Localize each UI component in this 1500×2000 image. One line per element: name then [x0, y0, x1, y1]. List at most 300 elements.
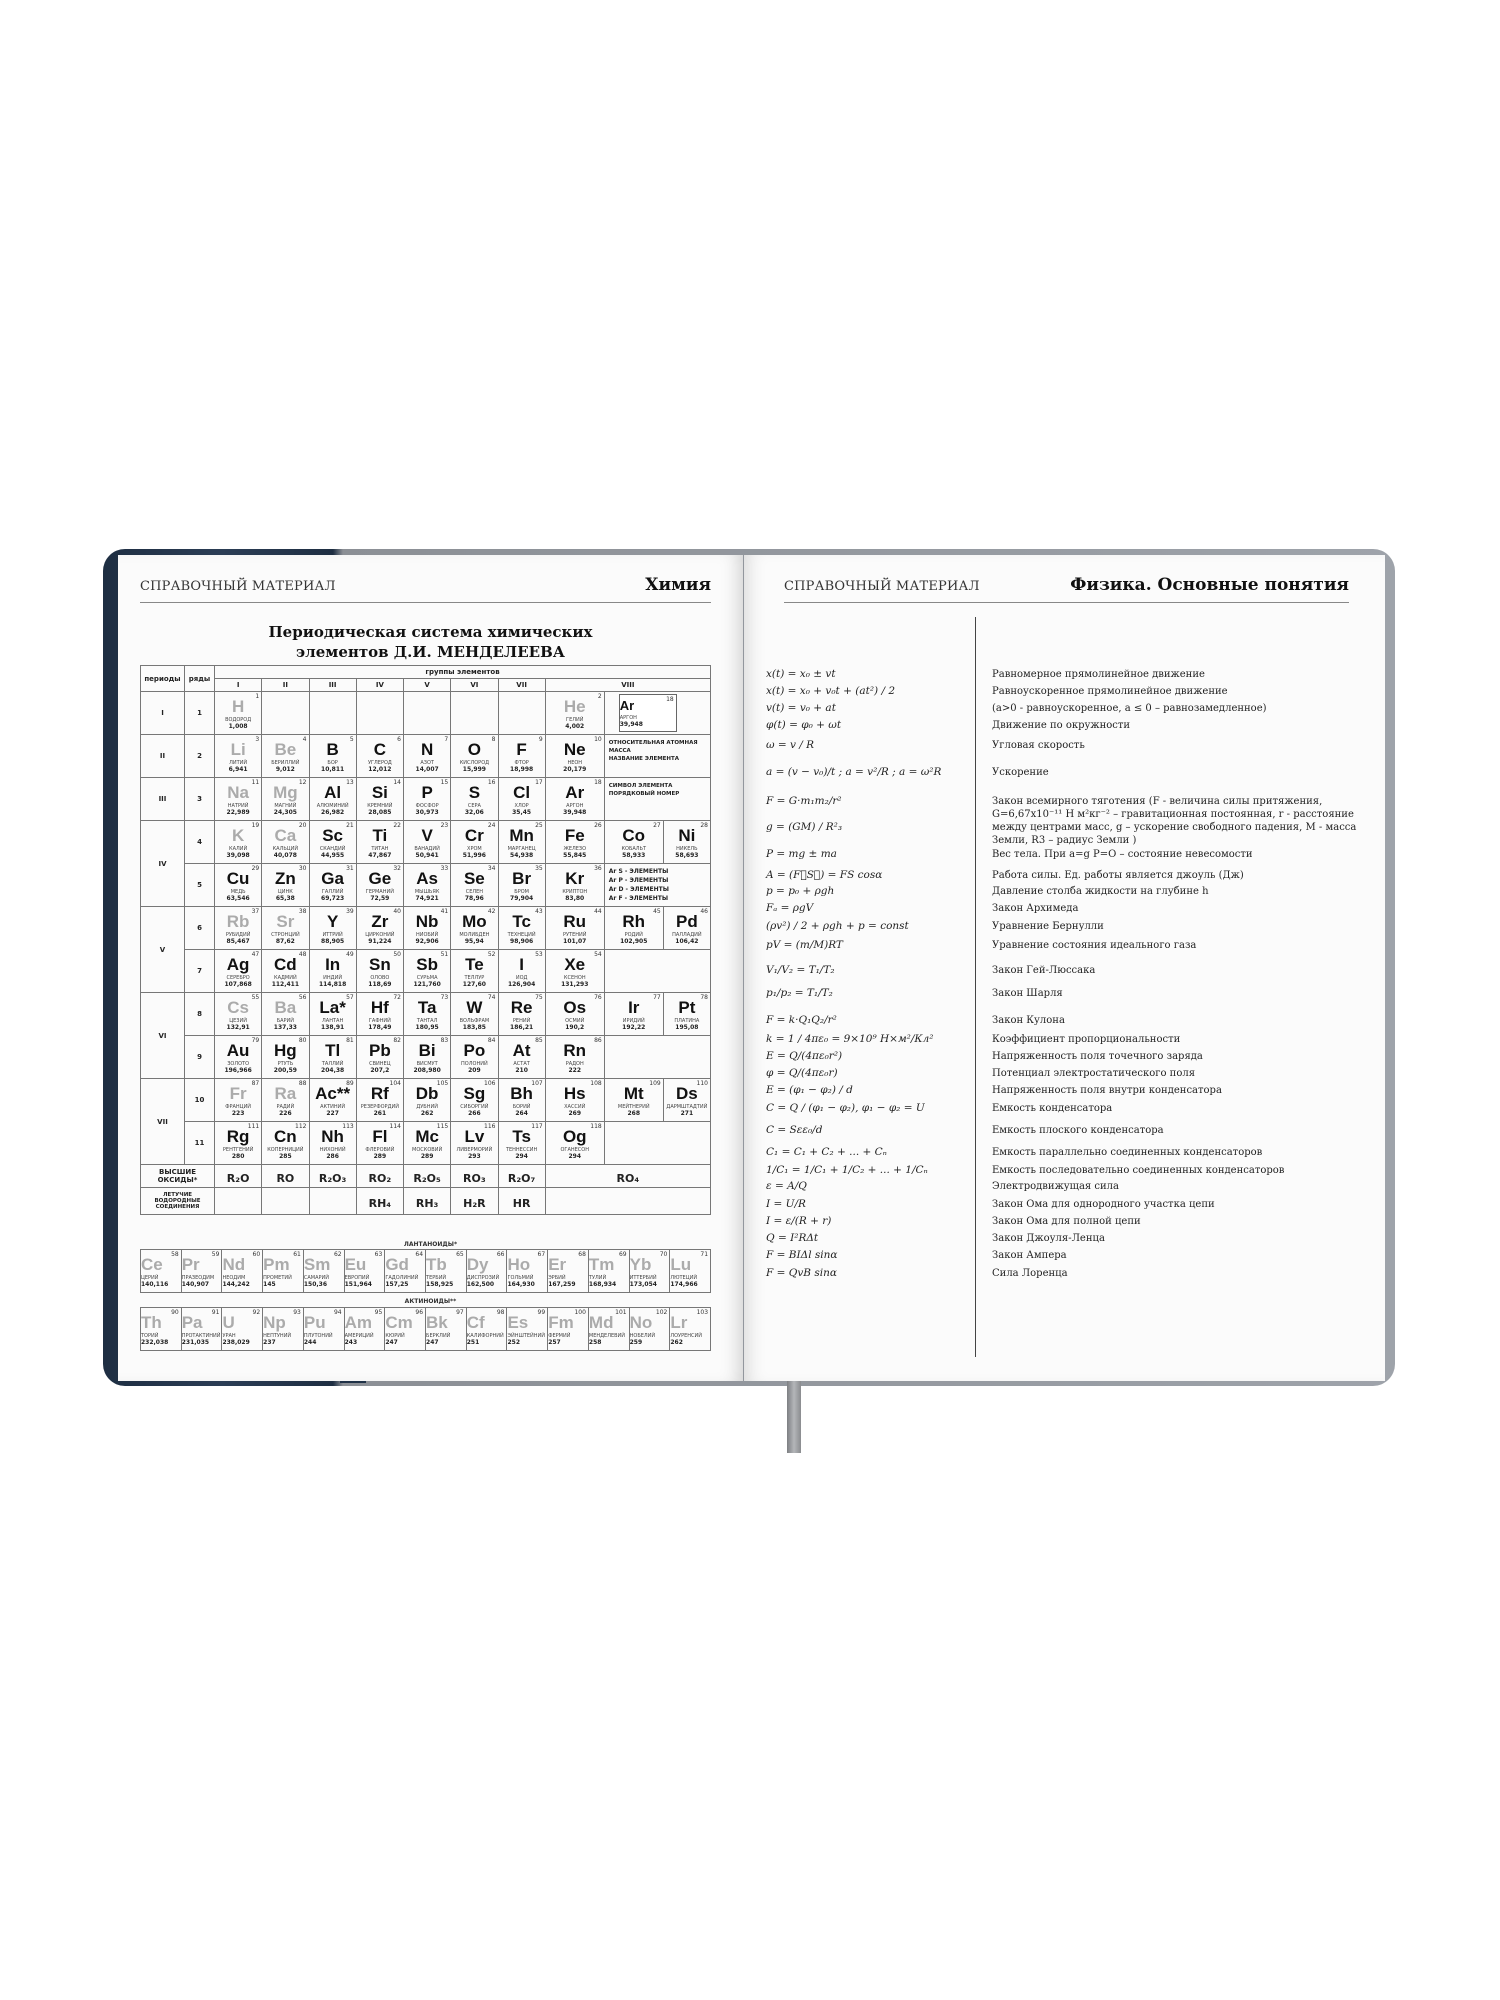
element-name: ФРАНЦИЙ	[225, 1104, 252, 1110]
physics-description: Уравнение Бернулли	[992, 921, 1104, 932]
element-symbol: Tl	[325, 1041, 341, 1060]
atomic-number: 118	[590, 1123, 602, 1130]
atomic-number: 76	[594, 994, 602, 1001]
legend-example	[619, 694, 677, 732]
atomic-number: 50	[393, 951, 401, 958]
row-label: 7	[197, 967, 202, 975]
atomic-mass: 257	[548, 1339, 561, 1346]
atomic-mass: 138,91	[321, 1024, 345, 1031]
element-name: АЗОТ	[420, 760, 434, 766]
f-element	[548, 1250, 589, 1292]
physics-formula: pV = (m/M)RT	[766, 939, 843, 951]
element-cell	[546, 864, 604, 906]
element-symbol: Pt	[678, 998, 696, 1017]
physics-formula: F = BIΔl sinα	[766, 1249, 838, 1261]
element-cell	[310, 864, 356, 906]
atomic-number: 57	[346, 994, 354, 1001]
element-symbol: Sc	[322, 826, 344, 845]
atomic-number: 27	[653, 822, 661, 829]
element-name: МОСКОВИЙ	[412, 1147, 443, 1153]
element-name: КОПЕРНИЦИЙ	[267, 1147, 304, 1153]
element-symbol: Lu	[670, 1255, 692, 1274]
f-element	[182, 1308, 223, 1350]
atomic-mass: 79,904	[510, 895, 534, 902]
atomic-mass: 58,693	[675, 852, 699, 859]
atomic-mass: 118,69	[368, 981, 392, 988]
physics-description: Движение по окружности	[992, 720, 1131, 731]
element-cell	[499, 1122, 545, 1164]
atomic-number: 89	[346, 1080, 354, 1087]
group-label: II	[282, 681, 288, 689]
element-name: КАЛИФОРНИЙ	[466, 1333, 504, 1339]
atomic-mass: 65,38	[275, 895, 295, 902]
atomic-number: 25	[535, 822, 543, 829]
element-symbol: Li	[230, 740, 246, 759]
physics-description: Емкость конденсатора	[992, 1103, 1113, 1114]
element-cell	[664, 907, 710, 949]
atomic-number: 55	[251, 994, 260, 1001]
f-element	[589, 1308, 630, 1350]
block-legend	[609, 867, 669, 903]
f-element	[385, 1250, 426, 1292]
element-name: КАЛИЙ	[229, 846, 248, 852]
atomic-number: 69	[618, 1251, 627, 1258]
element-cell	[262, 1079, 308, 1121]
physics-formula: x(t) = x₀ + v₀t + (at²) / 2	[766, 685, 896, 697]
physics-formula: a = (v − v₀)/t ; a = v²/R ; a = ω²R	[766, 766, 942, 778]
atomic-number: 46	[700, 908, 708, 915]
atomic-number: 32	[393, 865, 401, 872]
element-symbol: Ho	[507, 1255, 531, 1274]
atomic-mass: 132,91	[226, 1024, 250, 1031]
atomic-number: 41	[440, 908, 449, 915]
hydride-formula: RH₃	[415, 1196, 439, 1210]
atomic-number: 10	[594, 736, 602, 743]
element-cell	[546, 735, 604, 777]
period-label: II	[159, 752, 166, 760]
element-symbol: Mn	[509, 826, 534, 845]
atomic-mass: 144,242	[222, 1281, 250, 1288]
physics-description: Напряженность поля точечного заряда	[992, 1051, 1203, 1062]
physics-formula: E = Q/(4πε₀r²)	[766, 1050, 843, 1062]
physics-description: Емкость параллельно соединенных конденсаторов	[992, 1147, 1263, 1158]
atomic-number: 92	[252, 1309, 261, 1316]
page-header-label: СПРАВОЧНЫЙ МАТЕРИАЛ	[140, 579, 336, 594]
row-label: 1	[197, 709, 202, 717]
oxide-formula: R₂O	[226, 1171, 250, 1185]
element-name: БРОМ	[514, 889, 529, 895]
element-symbol: Cl	[513, 783, 531, 802]
element-cell	[499, 1079, 545, 1121]
element-cell	[215, 993, 261, 1035]
element-symbol: Ru	[563, 912, 587, 931]
atomic-number: 2	[597, 693, 602, 700]
atomic-mass: 69,723	[321, 895, 345, 902]
element-symbol: Au	[226, 1041, 250, 1060]
element-name: МЫШЬЯК	[414, 889, 440, 895]
element-name: ПЛАТИНА	[674, 1018, 700, 1024]
atomic-number: 64	[415, 1251, 424, 1258]
atomic-mass: 10,811	[321, 766, 345, 773]
atomic-number: 113	[342, 1123, 354, 1130]
physics-formula: I = ε/(R + r)	[766, 1215, 832, 1227]
page-section-title: Физика. Основные понятия	[1070, 575, 1349, 595]
atomic-mass: 44,955	[321, 852, 345, 859]
element-name: ТЕРБИЙ	[426, 1275, 447, 1281]
element-symbol: Na	[227, 783, 249, 802]
atomic-mass: 112,411	[271, 981, 300, 988]
atomic-number: 44	[594, 908, 602, 915]
period-label: IV	[158, 859, 167, 868]
physics-formula: x(t) = x₀ ± vt	[766, 668, 836, 680]
element-cell	[357, 735, 403, 777]
atomic-number: 62	[333, 1251, 342, 1258]
element-name: ИРИДИЙ	[622, 1018, 645, 1024]
atomic-mass: 14,007	[415, 766, 439, 773]
element-symbol: Nd	[222, 1255, 246, 1274]
element-name: ТЕННЕССИН	[505, 1147, 538, 1153]
physics-description: Работа силы. Ед. работы является джоуль (Дж)	[992, 870, 1244, 881]
atomic-mass: 247	[426, 1339, 439, 1346]
atomic-mass: 251	[466, 1339, 480, 1346]
element-symbol: Kr	[565, 869, 585, 888]
element-symbol: Be	[274, 740, 297, 759]
f-element	[507, 1250, 548, 1292]
element-name: ИОД	[515, 975, 528, 981]
period-label: VI	[158, 1031, 167, 1040]
element-symbol: At	[512, 1041, 531, 1060]
element-cell	[215, 778, 261, 820]
element-symbol: Co	[622, 826, 646, 845]
element-name: ЛОУРЕНСИЙ	[670, 1333, 702, 1339]
atomic-mass: 180,95	[415, 1024, 439, 1031]
atomic-number: 51	[440, 951, 449, 958]
atomic-number: 42	[487, 908, 496, 915]
f-element	[345, 1308, 386, 1350]
element-cell	[310, 993, 356, 1035]
element-name: ВИСМУТ	[416, 1061, 438, 1067]
atomic-mass: 280	[231, 1153, 245, 1160]
atomic-mass: 243	[344, 1339, 358, 1346]
atomic-number: 107	[531, 1080, 543, 1087]
atomic-number: 8	[491, 736, 496, 743]
block-legend-item: Ar D - ЭЛЕМЕНТЫ	[608, 886, 669, 893]
element-cell	[262, 1036, 308, 1078]
element-cell	[304, 1250, 344, 1292]
element-symbol: Tb	[426, 1255, 447, 1274]
f-element	[670, 1250, 710, 1292]
element-symbol: Am	[344, 1313, 372, 1332]
physics-formula: v(t) = v₀ + at	[766, 702, 836, 714]
atomic-mass: 63,546	[226, 895, 250, 902]
element-name: ЕВРОПИЙ	[344, 1275, 370, 1281]
element-symbol: Bk	[426, 1313, 448, 1332]
element-cell	[670, 1250, 710, 1292]
element-cell	[546, 1079, 604, 1121]
lanthanides-label: ЛАНТАНОИДЫ*	[403, 1241, 458, 1248]
element-name: КРЕМНИЙ	[367, 803, 393, 809]
physics-formula: A = (F⃗S⃗) = FS cosα	[766, 869, 883, 881]
atomic-mass: 269	[568, 1110, 582, 1117]
element-symbol: Bi	[418, 1041, 436, 1060]
atomic-number: 91	[211, 1309, 220, 1316]
physics-formula: 1/C₁ = 1/C₁ + 1/C₂ + ... + 1/Cₙ	[766, 1164, 928, 1176]
element-cell	[215, 821, 261, 863]
element-name: АМЕРИЦИЙ	[344, 1333, 374, 1339]
atomic-mass: 87,62	[275, 938, 295, 945]
atomic-mass: 204,38	[321, 1067, 345, 1074]
element-cell	[546, 821, 604, 863]
element-cell	[215, 1122, 261, 1164]
element-name: СУРЬМА	[416, 975, 438, 981]
atomic-number: 22	[393, 822, 401, 829]
element-cell	[262, 864, 308, 906]
physics-description: (a>0 - равноускоренное, a ≤ 0 – равнозамедленное)	[992, 703, 1267, 714]
element-name: ГЕЛИЙ	[566, 717, 584, 723]
atomic-mass: 258	[588, 1339, 602, 1346]
element-cell	[546, 692, 604, 734]
element-cell	[141, 1250, 181, 1292]
element-cell	[404, 1079, 450, 1121]
row-label: 3	[197, 795, 202, 803]
atomic-number: 87	[251, 1080, 260, 1087]
element-symbol: Os	[563, 998, 587, 1017]
atomic-number: 20	[298, 822, 307, 829]
atomic-mass: 167,259	[548, 1281, 576, 1288]
element-name: КОБАЛЬТ	[621, 846, 647, 852]
element-name: ПРОТАКТИНИЙ	[181, 1333, 221, 1339]
atomic-mass: 173,054	[629, 1281, 657, 1288]
element-cell	[262, 993, 308, 1035]
element-symbol: Xe	[564, 955, 586, 974]
atomic-mass: 20,179	[563, 766, 587, 773]
atomic-mass: 208,980	[413, 1067, 441, 1074]
element-name: ИТТЕРБИЙ	[629, 1275, 657, 1281]
atomic-mass: 158,925	[426, 1281, 454, 1288]
atomic-mass: 222	[568, 1067, 582, 1074]
row-label: 4	[197, 838, 202, 846]
element-symbol: Fr	[229, 1084, 247, 1103]
element-symbol: Ar	[565, 783, 585, 802]
atomic-number: 28	[700, 822, 708, 829]
element-symbol: Ga	[321, 869, 344, 888]
physics-formula: p₁/p₂ = T₁/T₂	[766, 987, 833, 999]
atomic-number: 19	[251, 822, 260, 829]
element-name: ДАРМШТАДТИЙ	[666, 1104, 708, 1110]
atomic-number: 86	[594, 1037, 602, 1044]
atomic-mass: 92,906	[415, 938, 439, 945]
legend-captions	[609, 739, 710, 763]
element-name: ГАФНИЙ	[368, 1018, 391, 1024]
element-name: ТИТАН	[371, 846, 389, 852]
f-element	[467, 1250, 508, 1292]
element-cell	[546, 1122, 604, 1164]
element-name: ЛЮТЕЦИЙ	[670, 1275, 698, 1281]
atomic-number: 106	[484, 1080, 496, 1087]
element-cell	[182, 1250, 222, 1292]
atomic-mass: 264	[515, 1110, 528, 1117]
atomic-number: 17	[535, 779, 543, 786]
ribbon-bookmark[interactable]	[787, 1370, 801, 1453]
element-cell	[404, 907, 450, 949]
element-name: УГЛЕРОД	[367, 760, 392, 766]
group-label: III	[328, 681, 337, 689]
group-label: IV	[375, 681, 384, 689]
atomic-mass: 140,116	[141, 1281, 169, 1288]
element-symbol: Tc	[512, 912, 531, 931]
element-name: ДИСПРОЗИЙ	[466, 1275, 500, 1281]
atomic-mass: 95,94	[464, 938, 484, 945]
atomic-mass: 196,966	[224, 1067, 252, 1074]
atomic-number: 114	[389, 1123, 401, 1130]
atomic-number: 7	[444, 736, 449, 743]
element-symbol: In	[325, 955, 341, 974]
legend-captions	[609, 782, 680, 798]
element-cell	[262, 907, 308, 949]
element-name: ЗОЛОТО	[227, 1061, 250, 1067]
row-label: 11	[194, 1139, 205, 1147]
atomic-number: 5	[349, 736, 354, 743]
atomic-mass: 186,21	[510, 1024, 534, 1031]
physics-formula: p = p₀ + ρgh	[766, 885, 835, 897]
element-cell	[404, 735, 450, 777]
f-element	[141, 1308, 182, 1350]
atomic-number: 37	[251, 908, 260, 915]
element-name: БОРИЙ	[512, 1104, 531, 1110]
atomic-number: 95	[374, 1309, 383, 1316]
element-cell	[345, 1250, 385, 1292]
atomic-mass: 126,904	[507, 981, 536, 988]
element-name: АЛЮМИНИЙ	[316, 803, 349, 809]
element-cell	[546, 1036, 604, 1078]
element-name: КИСЛОРОД	[459, 760, 490, 766]
element-name: НЕОДИМ	[222, 1275, 246, 1281]
element-name: БЕРИЛЛИЙ	[271, 760, 300, 766]
atomic-number: 48	[298, 951, 307, 958]
element-symbol: Es	[507, 1313, 529, 1332]
atomic-number: 21	[346, 822, 354, 829]
atomic-mass: 164,930	[507, 1281, 535, 1288]
atomic-mass: 30,973	[415, 809, 439, 816]
element-name: РУБИДИЙ	[225, 932, 251, 938]
element-cell	[357, 1122, 403, 1164]
atomic-number: 54	[594, 951, 602, 958]
f-element	[141, 1250, 182, 1292]
element-cell	[215, 735, 261, 777]
title-line-2: элементов Д.И. МЕНДЕЛЕЕВА	[296, 643, 565, 661]
element-name: СЕЛЕН	[465, 889, 484, 895]
atomic-number: 75	[535, 994, 543, 1001]
atomic-number: 90	[171, 1309, 179, 1316]
element-symbol: H	[231, 697, 245, 716]
atomic-number: 13	[346, 779, 354, 786]
element-name: СЕРЕБРО	[226, 975, 250, 981]
atomic-mass: 262	[670, 1339, 683, 1346]
element-cell	[357, 778, 403, 820]
element-symbol: Cr	[464, 826, 484, 845]
f-element	[263, 1308, 304, 1350]
row-label: 5	[197, 881, 202, 889]
physics-description: Закон Архимеда	[992, 903, 1079, 914]
element-symbol: I	[519, 955, 524, 974]
element-symbol: Th	[141, 1313, 162, 1332]
element-name: ПОЛОНИЙ	[461, 1061, 488, 1067]
element-symbol: Pr	[181, 1255, 200, 1274]
element-cell	[404, 864, 450, 906]
element-cell	[404, 950, 450, 992]
element-cell	[385, 1250, 425, 1292]
element-symbol: K	[231, 826, 245, 845]
element-name: КАЛЬЦИЙ	[272, 846, 299, 852]
atomic-number: 94	[333, 1309, 342, 1316]
oxide-formula: RO₃	[463, 1171, 486, 1185]
element-symbol: Y	[326, 912, 339, 931]
lanthanides-row	[140, 1249, 711, 1293]
atomic-mass: 200,59	[273, 1067, 297, 1074]
atomic-mass: 58,933	[622, 852, 646, 859]
atomic-mass: 266	[468, 1110, 481, 1117]
atomic-number: 83	[440, 1037, 449, 1044]
physics-formula: ε = A/Q	[766, 1180, 807, 1192]
atomic-mass: 268	[627, 1110, 641, 1117]
element-cell	[357, 993, 403, 1035]
oxide-formula: R₂O₇	[507, 1171, 536, 1185]
physics-formula: (ρv²) / 2 + ρgh + p = const	[766, 920, 909, 932]
physics-description: Закон всемирного тяготения (F - величина силы притяжения, G=6,67x10⁻¹¹ Н м²кг⁻² – гравитационная постоянная, r - расстояние между центрами масс, g – ускорение свободного падения, М - масса Земли, R3 – радиус Земли )	[992, 796, 1357, 846]
element-cell	[507, 1308, 547, 1350]
element-symbol: Sr	[276, 912, 295, 931]
atomic-number: 103	[696, 1309, 709, 1316]
element-name: КСЕНОН	[563, 975, 586, 981]
element-cell	[182, 1308, 222, 1350]
physics-description: Потенциал электростатического поля	[992, 1068, 1195, 1079]
atomic-number: 31	[346, 865, 354, 872]
atomic-number: 66	[496, 1251, 505, 1258]
element-symbol: Mc	[415, 1127, 439, 1146]
atomic-mass: 28,085	[368, 809, 392, 816]
element-cell	[404, 821, 450, 863]
atomic-mass: 140,907	[181, 1281, 210, 1288]
element-name: НОБЕЛИЙ	[629, 1333, 656, 1339]
element-symbol: O	[467, 740, 481, 759]
row-label: 6	[197, 924, 202, 932]
atomic-mass: 209	[468, 1067, 481, 1074]
element-cell	[670, 1308, 710, 1350]
physics-formula: g = (GM) / R²₃	[766, 821, 843, 833]
element-name: КАДМИЙ	[274, 975, 297, 981]
title-line-1: Периодическая система химических	[268, 623, 593, 641]
element-name: ЦЕЗИЙ	[229, 1018, 247, 1024]
legend-mass: 39,948	[619, 721, 643, 728]
element-symbol: Ts	[512, 1127, 531, 1146]
atomic-number: 59	[211, 1251, 220, 1258]
legend-number: 18	[666, 696, 674, 703]
atomic-mass: 232,038	[141, 1339, 169, 1346]
atomic-number: 109	[649, 1080, 661, 1087]
periodic-table-title	[118, 622, 743, 662]
atomic-number: 18	[594, 779, 602, 786]
element-cell	[262, 821, 308, 863]
element-name: РЕЗЕРФОРДИЙ	[360, 1104, 399, 1110]
physics-formula: φ(t) = φ₀ + ωt	[766, 719, 842, 731]
atomic-mass: 195,08	[675, 1024, 699, 1031]
legend-name: АРГОН	[619, 715, 637, 721]
element-cell	[451, 1036, 497, 1078]
atomic-number: 56	[298, 994, 307, 1001]
physics-formula: F = G·m₁m₂/r²	[766, 795, 842, 807]
element-symbol: Eu	[344, 1255, 367, 1274]
element-cell	[548, 1250, 588, 1292]
